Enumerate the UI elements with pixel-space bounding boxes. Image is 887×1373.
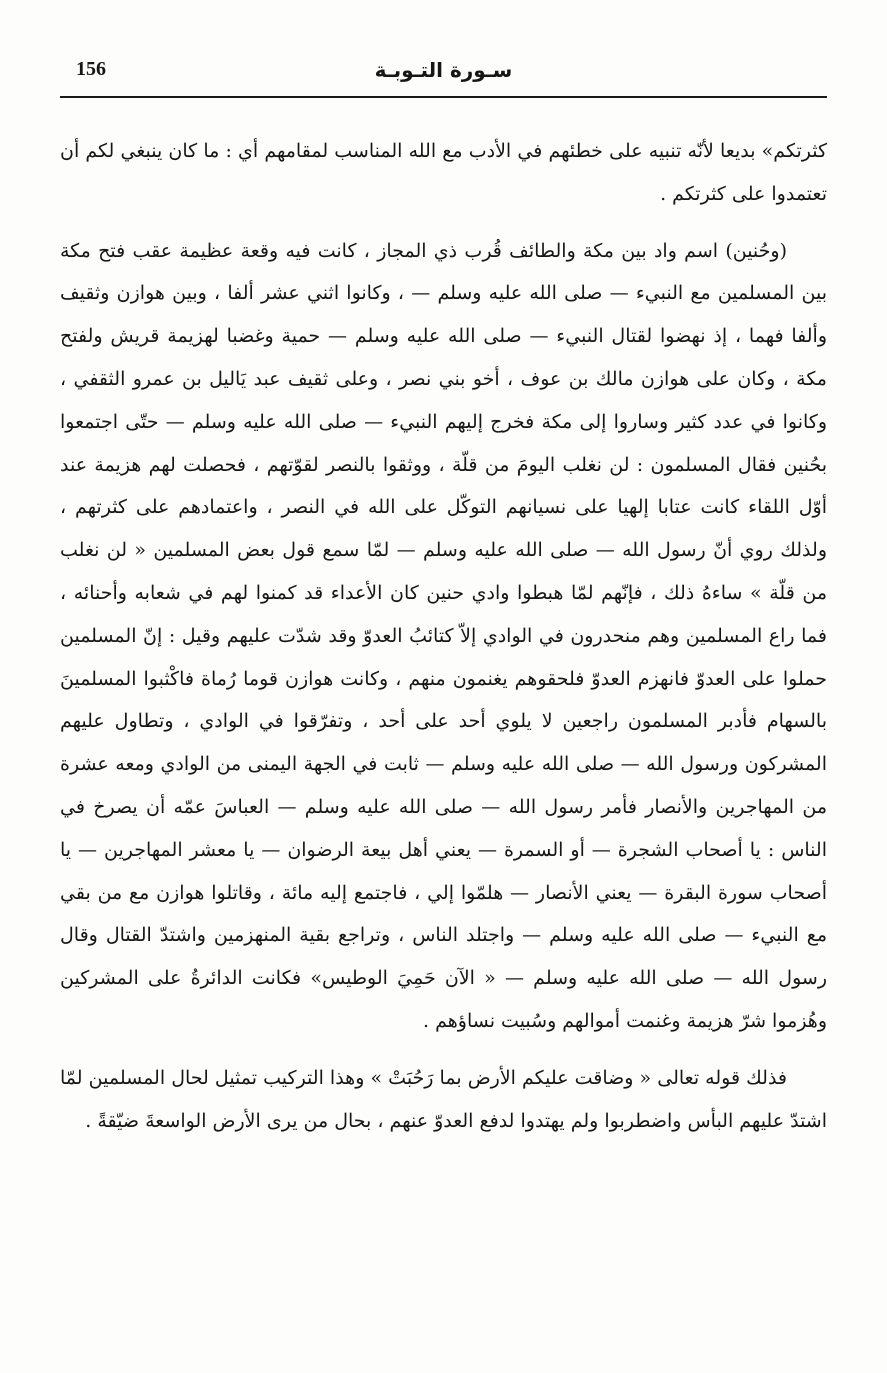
page-body <box>60 130 827 1142</box>
header-rule <box>60 96 827 98</box>
surah-title: سـورة التـوبـة <box>374 58 513 82</box>
paragraph-hunayn: (وحُنين) اسم واد بين مكة والطائف قُرب ذي المجاز ، كانت فيه وقعة عظيمة عقب فتح مكة بين المسلمين مع النبيء — صلى الله عليه وسلم — ، وكانوا اثني عشر ألفا ، وبين هوازن وثقيف وألفا فهما ، إذ نهضوا لقتال النبيء — صلى الله عليه وسلم — حمية وغضبا لهزيمة قريش ولفتح مكة ، وكان على هوازن مالك بن عوف ، أخو بني نصر ، وعلى ثقيف عبد يَاليل بن عمرو الثقفي ، وكانوا في عدد كثير وساروا إلى مكة فخرج إليهم النبيء — صلى الله عليه وسلم — حتّى اجتمعوا بحُنين فقال المسلمون : لن نغلب اليومَ من قلّة ، ووثقوا بالنصر لقوّتهم ، فحصلت لهم هزيمة عند أوّل اللقاء كانت عتابا إلهيا على نسيانهم التوكّل على الله في النصر ، واعتمادهم على كثرتهم ، ولذلك روي أنّ رسول الله — صلى الله عليه وسلم — لمّا سمع قول بعض المسلمين « لن نغلب من قلّة » ساءهُ ذلك ، فإنّهم لمّا هبطوا وادي حنين كان الأعداء قد كمنوا لهم في شعابه وأحنائه ، فما راع المسلمين وهم منحدرون في الوادي إلاّ كتائبُ العدوّ وقد شدّت عليهم وقيل : إنّ المسلمين حملوا على العدوّ فانهزم العدوّ فلحقوهم يغنمون منهم ، وكانت هوازن قوما رُماة فاكْثبوا المسلمينَ بالسهام فأدبر المسلمون راجعين لا يلوي أحد على أحد ، وتفرّقوا في الوادي ، وتطاول عليهم المشركون ورسول الله — صلى الله عليه وسلم — ثابت في الجهة اليمنى من الوادي ومعه عشرة من المهاجرين والأنصار فأمر رسول الله — صلى الله عليه وسلم — العباسَ عمّه أن يصرخ في الناس : يا أصحاب الشجرة — أو السمرة — يعني أهل بيعة الرضوان — يا معشر المهاجرين — يا أصحاب سورة البقرة — يعني الأنصار — هلمّوا إلي ، فاجتمع إليه مائة ، وقاتلوا هوازن مع من بقي مع النبيء — صلى الله عليه وسلم — واجتلد الناس ، وتراجع بقية المنهزمين واشتدّ القتال وقال رسول الله — صلى الله عليه وسلم — « الآن حَمِيَ الوطيس» فكانت الدائرةُ على المشركين وهُزموا شرّ هزيمة وغنمت أموالهم وسُبيت نساؤهم . <box>60 239 827 1032</box>
paragraph-continuation: كثرتكم» بديعا لأنّه تنبيه على خطئهم في الأدب مع الله المناسب لمقامهم أي : ما كان ينبغي لكم أن تعتمدوا على كثرتكم . <box>60 140 827 205</box>
running-head <box>60 50 827 94</box>
page-number: 156 <box>76 58 106 80</box>
paragraph-verse-commentary: فذلك قوله تعالى « وضاقت عليكم الأرض بما رَحُبَتْ » وهذا التركيب تمثيل لحال المسلمين لمّا اشتدّ عليهم البأس واضطربوا ولم يهتدوا لدفع العدوّ عنهم ، بحال من يرى الأرض الواسعةَ ضيّقةً . <box>60 1066 827 1132</box>
